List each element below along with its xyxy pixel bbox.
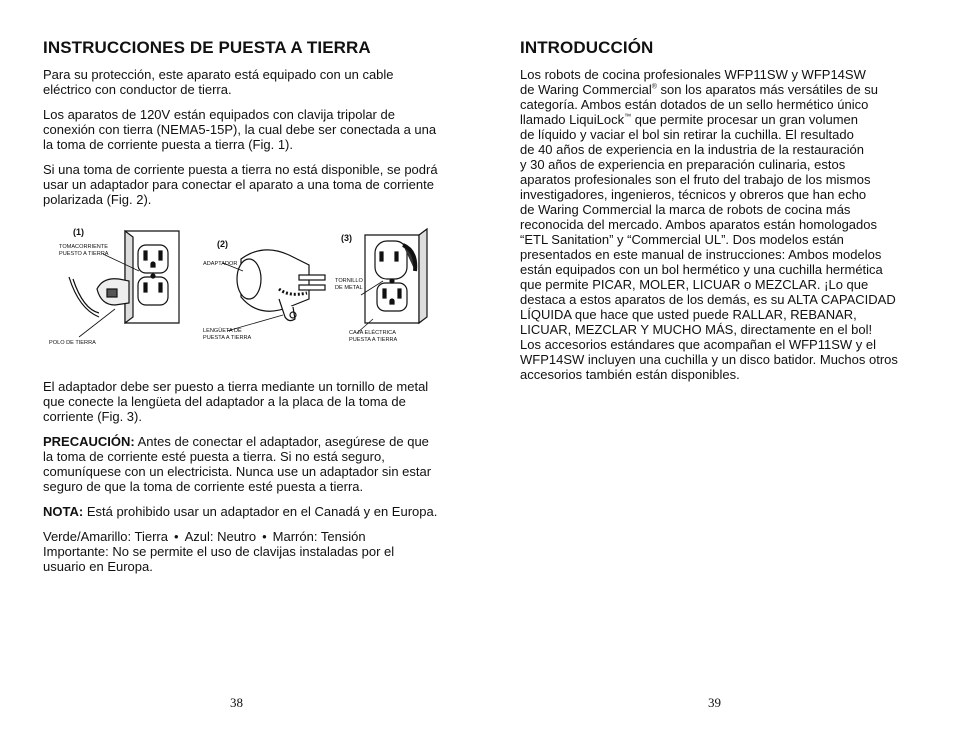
precaution-label: PRECAUCIÓN:: [43, 434, 135, 449]
intro-line: WFP14SW incluyen una cuchilla y un disco batidor. Muchos otros: [520, 352, 898, 367]
page-number-left: 38: [230, 695, 243, 710]
note-label: NOTA:: [43, 504, 84, 519]
label-adaptador: ADAPTADOR: [203, 261, 238, 267]
wire-color-blue: Azul: Neutro: [184, 529, 257, 544]
grounding-figures: [43, 219, 438, 369]
intro-line: investigadores, ingenieros, técnicos y obreros que han echo: [520, 187, 867, 202]
paragraph-note: [43, 504, 438, 519]
label-tornillo: TORNILLO DE METAL: [335, 278, 363, 291]
intro-line: reconocida del mercado. Ambos aparatos están homologados: [520, 217, 877, 232]
precaution-text: Antes de conectar el adaptador, asegúrese de que la toma de corriente esté puesta a tierra. Si no está seguro, comuníquese con un electricista. Nunca use un adaptador sin estar seguro de que la toma de corriente esté puesta a tierra.: [43, 434, 432, 494]
intro-line: Los accesorios estándares que acompañan el WFP11SW y el: [520, 337, 876, 352]
paragraph-wire-colors: [43, 529, 438, 574]
fig3-outlet-drawing: [357, 229, 427, 333]
intro-line: de 40 años de experiencia en la industria de la restauración: [520, 142, 865, 157]
intro-line: aparatos profesionales son el fruto del trabajo de los mismos: [520, 172, 871, 187]
intro-text-waring: de Waring Commercial: [520, 82, 652, 97]
page-number-right: 39: [708, 695, 721, 710]
intro-line: “ETL Sanitation” y “Commercial UL”. Dos modelos están: [520, 232, 844, 247]
fig2-number: (2): [217, 239, 228, 249]
intro-line: [520, 82, 915, 97]
paragraph-precaution: [43, 434, 438, 494]
note-text: Está prohibido usar un adaptador en el Canadá y en Europa.: [83, 504, 438, 519]
introduction-heading: INTRODUCCIÓN: [520, 38, 654, 57]
left-page: [43, 38, 438, 584]
fig3-number: (3): [341, 233, 352, 243]
intro-line: [520, 112, 915, 127]
paragraph-screw: El adaptador debe ser puesto a tierra mediante un tornillo de metal que conecte la lengüeta del adaptador a la placa de la toma de corriente (Fig. 3).: [43, 379, 429, 424]
intro-line: categoría. Ambos están dotados de un sello hermético único: [520, 97, 869, 112]
grounding-heading: INSTRUCCIONES DE PUESTA A TIERRA: [43, 38, 371, 57]
label-lengueta: LENGÜETA DE PUESTA A TIERRA: [203, 328, 252, 341]
intro-text: son los aparatos más versátiles de su: [656, 82, 879, 97]
intro-text-liquilock: llamado LiquiLock: [520, 112, 625, 127]
trademark-mark: ™: [624, 113, 632, 121]
registered-mark: ®: [651, 83, 657, 91]
important-note: Importante: No se permite el uso de clavijas instaladas por el usuario en Europa.: [43, 544, 395, 574]
intro-line: presentados en este manual de instrucciones: Ambos modelos: [520, 247, 882, 262]
intro-line: de líquido y vaciar el bol sin retirar la cuchilla. El resultado: [520, 127, 854, 142]
label-polo-de-tierra: POLO DE TIERRA: [49, 340, 96, 346]
right-page: [520, 38, 915, 382]
paragraph-protection: Para su protección, este aparato está equipado con un cable eléctrico con conductor de tierra.: [43, 67, 394, 97]
paragraph-120v: Los aparatos de 120V están equipados con clavija tripolar de conexión con tierra (NEMA5-15P), la cual debe ser conectada a una la toma de corriente puesta a tierra (Fig. 1).: [43, 107, 437, 152]
intro-line: accesorios también están disponibles.: [520, 367, 740, 382]
intro-text: que permite procesar un gran volumen: [631, 112, 858, 127]
wire-color-brown: Marrón: Tensión: [272, 529, 366, 544]
paragraph-adapter: Si una toma de corriente puesta a tierra no está disponible, se podrá usar un adaptador para conectar el aparato a una toma de corriente polarizada (Fig. 2).: [43, 162, 438, 207]
wire-color-green: Verde/Amarillo: Tierra: [43, 529, 168, 544]
intro-line: y 30 años de experiencia en preparación culinaria, estos: [520, 157, 846, 172]
intro-line: de Waring Commercial la marca de robots de cocina más: [520, 202, 851, 217]
intro-line: LICUAR, MEZCLAR Y MUCHO MÁS, directamente en el bol!: [520, 322, 873, 337]
grounding-illustration: [43, 219, 438, 369]
fig1-number: (1): [73, 227, 84, 237]
intro-line: están equipados con un bol hermético y una cuchilla hermética: [520, 262, 883, 277]
intro-line: destaca a estos aparatos de los demás, es su ALTA CAPACIDAD: [520, 292, 896, 307]
bullet-separator: •: [262, 529, 267, 544]
bullet-separator: •: [174, 529, 179, 544]
intro-line: Los robots de cocina profesionales WFP11SW y WFP14SW: [520, 67, 866, 82]
label-caja-electrica: CAJA ELÉCTRICA PUESTA A TIERRA: [349, 330, 398, 343]
intro-line: LÍQUIDA que hace que usted puede RALLAR, REBANAR,: [520, 307, 857, 322]
label-tomacorriente: TOMACORRIENTE PUESTO A TIERRA: [59, 244, 109, 257]
intro-line: que permite PICAR, MOLER, LICUAR o MEZCLAR. ¡Lo que: [520, 277, 869, 292]
